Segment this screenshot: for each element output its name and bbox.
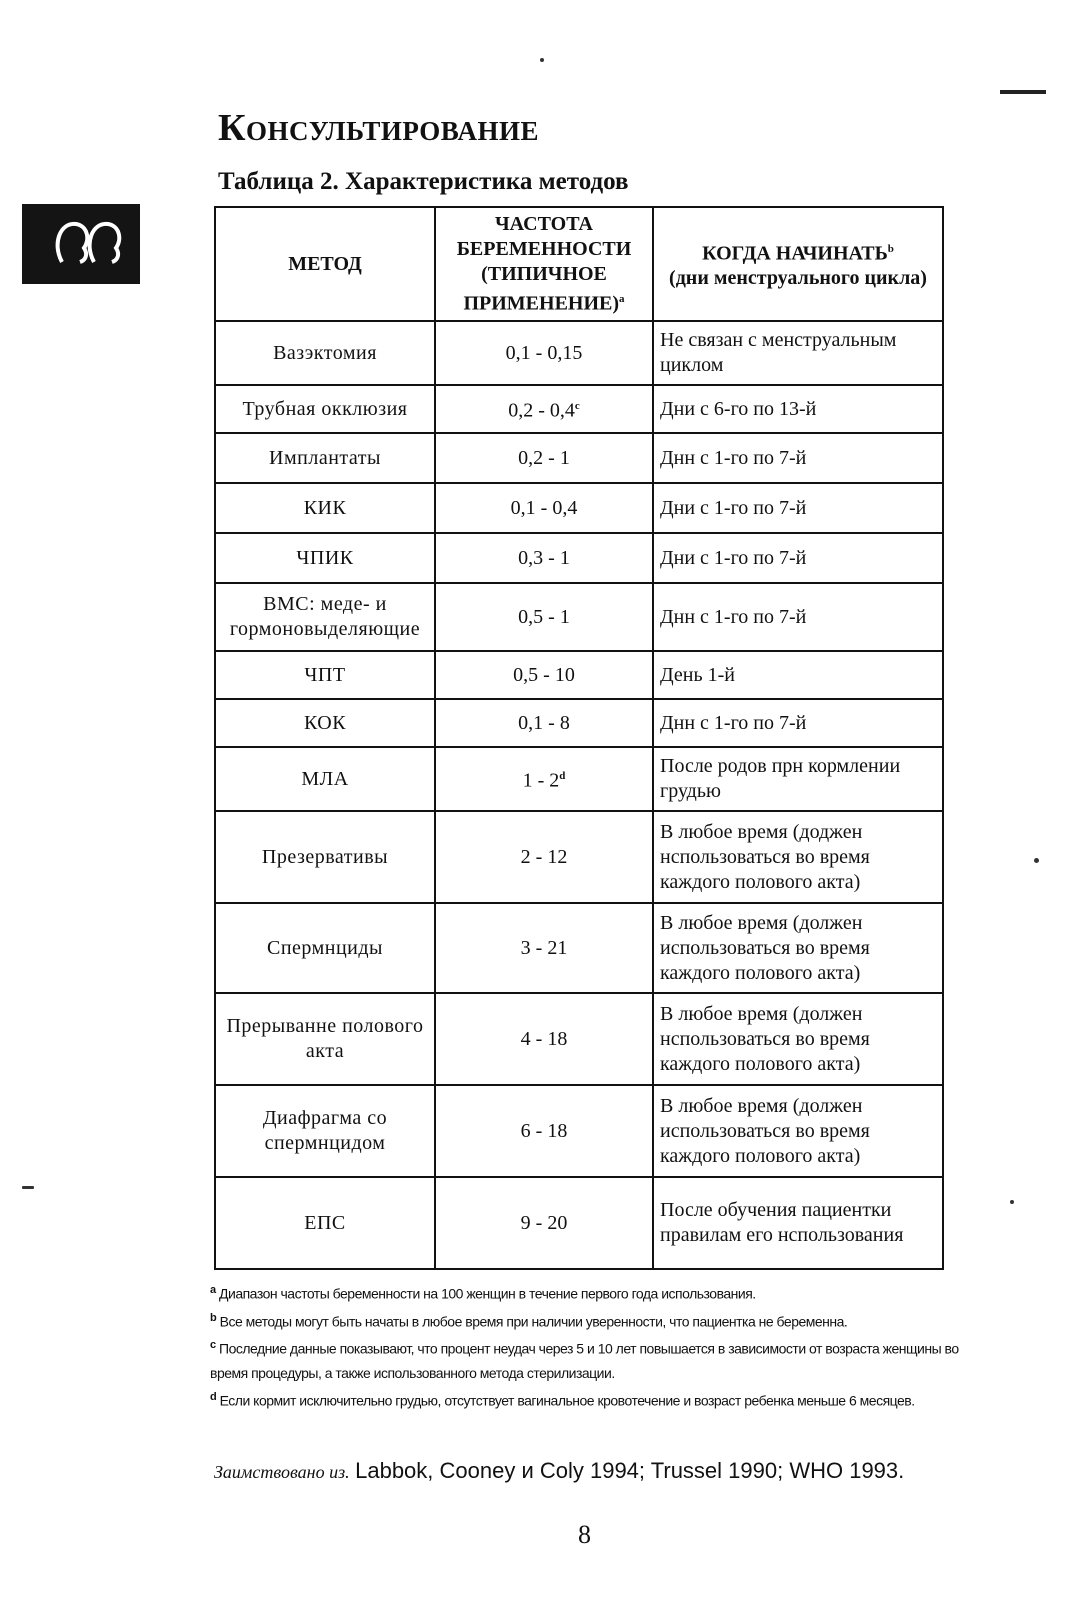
cell-rate — [435, 1177, 653, 1269]
margin-mark — [1000, 90, 1046, 94]
cell-rate — [435, 533, 653, 583]
cell-rate-value: 3 - 21 — [520, 936, 568, 959]
cell-start: Днн с 1-го по 7-й — [653, 583, 943, 651]
cell-method: Прерыванне полового акта — [215, 993, 435, 1085]
footnote-mark: d — [210, 1390, 217, 1403]
cell-rate — [435, 651, 653, 699]
footnote-ref-a: a — [619, 292, 625, 305]
cell-rate-value: 1 - 2 — [522, 769, 560, 792]
column-header-start-note: (дни менструального цикла) — [669, 267, 927, 290]
cell-rate — [435, 993, 653, 1085]
cell-rate — [435, 583, 653, 651]
table-row — [215, 811, 943, 903]
column-header-start-label: КОГДА НАЧИНАТЬ — [702, 242, 888, 265]
footnote-ref: c — [574, 400, 580, 413]
cell-method: КОК — [215, 699, 435, 747]
cell-rate-value: 0,3 - 1 — [518, 546, 570, 569]
footnote-mark: a — [210, 1284, 216, 1296]
scan-speck — [1010, 1200, 1014, 1204]
table-row — [215, 1085, 943, 1177]
cell-method: Диафрагма со спермнцидом — [215, 1085, 435, 1177]
cell-start: Днн с 1-го по 7-й — [653, 699, 943, 747]
cell-start: Днн с 1-го по 7-й — [653, 433, 943, 483]
table-row — [215, 483, 943, 533]
footnotes — [210, 1278, 970, 1413]
source-citation — [214, 1458, 904, 1484]
cell-rate — [435, 747, 653, 811]
table-row — [215, 321, 943, 385]
scan-speck — [22, 1186, 34, 1189]
table-row — [215, 533, 943, 583]
cell-rate — [435, 385, 653, 433]
footnote-c — [210, 1333, 970, 1385]
footnote-mark: b — [210, 1311, 217, 1324]
table-caption: Таблица 2. Характеристика методов — [218, 168, 629, 195]
cell-method: Презервативы — [215, 811, 435, 903]
cell-rate-value: 0,1 - 0,4 — [510, 496, 578, 519]
column-header-rate — [435, 207, 653, 321]
footnote-mark: c — [210, 1339, 216, 1352]
counseling-logo-icon — [22, 204, 140, 284]
cell-rate-value: 6 - 18 — [520, 1119, 568, 1142]
cell-start: День 1-й — [653, 651, 943, 699]
cell-rate-value: 0,5 - 1 — [518, 605, 570, 628]
cell-rate-value: 0,2 - 0,4 — [508, 399, 575, 422]
cell-start: В любое время (доджен нспользоваться во время каждого полового акта) — [653, 811, 943, 903]
cell-start: После обучения пациентки правилам его нспользования — [653, 1177, 943, 1269]
table-row — [215, 903, 943, 993]
page-number: 8 — [578, 1520, 591, 1549]
cell-start: Дни с 1-го по 7-й — [653, 533, 943, 583]
column-header-start — [653, 207, 943, 321]
cell-method: Вазэктомия — [215, 321, 435, 385]
table-row — [215, 699, 943, 747]
footnote-ref: d — [559, 770, 566, 783]
footnote-text: Если кормит исключительно грудью, отсутствует вагинальное кровотечение и возраст ребенка меньше 6 месяцев. — [219, 1392, 915, 1409]
footnote-text: Диапазон частоты беременности на 100 женщин в течение первого года использования. — [219, 1285, 756, 1302]
footnote-text: Все методы могут быть начаты в любое время при наличии уверенности, что пациентка не беременна. — [219, 1313, 848, 1330]
cell-method: ЧПИК — [215, 533, 435, 583]
cell-start: Дни с 1-го по 7-й — [653, 483, 943, 533]
table-row — [215, 433, 943, 483]
cell-method: ВМС: меде- и гормоновыделяющие — [215, 583, 435, 651]
cell-start: После родов прн кормлении грудью — [653, 747, 943, 811]
source-lead: Заимствовано из. — [214, 1462, 350, 1482]
cell-rate-value: 2 - 12 — [520, 845, 568, 868]
cell-start: В любое время (должен использоваться во время каждого полового акта) — [653, 903, 943, 993]
cell-rate-value: 0,1 - 8 — [518, 711, 570, 734]
table-row — [215, 747, 943, 811]
cell-rate-value: 4 - 18 — [520, 1027, 568, 1050]
source-references: Labbok, Cooney и Coly 1994; Trussel 1990; WHO 1993. — [355, 1458, 905, 1483]
cell-start: В любое время (должен использоваться во время каждого полового акта) — [653, 1085, 943, 1177]
cell-rate — [435, 811, 653, 903]
column-header-rate-label: ЧАСТОТА БЕРЕМЕННОСТИ (ТИПИЧНОЕ ПРИМЕНЕНИЕ) — [456, 212, 632, 315]
cell-start: В любое время (должен нспользоваться во время каждого полового акта) — [653, 993, 943, 1085]
cell-method: Спермнциды — [215, 903, 435, 993]
table-row — [215, 583, 943, 651]
cell-rate-value: 9 - 20 — [520, 1211, 568, 1234]
footnote-ref-b: b — [887, 242, 894, 255]
scan-speck — [540, 58, 544, 62]
cell-rate — [435, 483, 653, 533]
footnote-a — [210, 1278, 970, 1306]
footnote-b — [210, 1306, 970, 1334]
cell-method: Имплантаты — [215, 433, 435, 483]
footnote-d — [210, 1385, 970, 1413]
cell-method: ЕПС — [215, 1177, 435, 1269]
cell-rate — [435, 903, 653, 993]
column-header-method: МЕТОД — [215, 207, 435, 321]
table-row — [215, 385, 943, 433]
cell-start: Не связан с менструальным циклом — [653, 321, 943, 385]
table-row — [215, 993, 943, 1085]
cell-rate — [435, 1085, 653, 1177]
cell-rate-value: 0,2 - 1 — [518, 446, 570, 469]
footnote-text: Последние данные показывают, что процент неудач через 5 и 10 лет повышается в зависимости от возраста женщины во время процедуры, а также использованного метода стерилизации. — [210, 1340, 959, 1381]
cell-start: Дни с 6-го по 13-й — [653, 385, 943, 433]
table-row — [215, 1177, 943, 1269]
cell-rate-value: 0,5 - 10 — [513, 663, 575, 686]
two-heads-icon — [22, 204, 140, 284]
cell-rate — [435, 321, 653, 385]
cell-rate — [435, 433, 653, 483]
table-row — [215, 651, 943, 699]
section-title: Консультирование — [218, 107, 540, 149]
scan-speck — [1034, 858, 1039, 863]
cell-method: МЛА — [215, 747, 435, 811]
cell-rate — [435, 699, 653, 747]
cell-rate-value: 0,1 - 0,15 — [505, 341, 583, 364]
methods-table — [214, 206, 944, 1270]
table-header-row — [215, 207, 943, 321]
cell-method: Трубная окклюзия — [215, 385, 435, 433]
cell-method: ЧПТ — [215, 651, 435, 699]
cell-method: КИК — [215, 483, 435, 533]
